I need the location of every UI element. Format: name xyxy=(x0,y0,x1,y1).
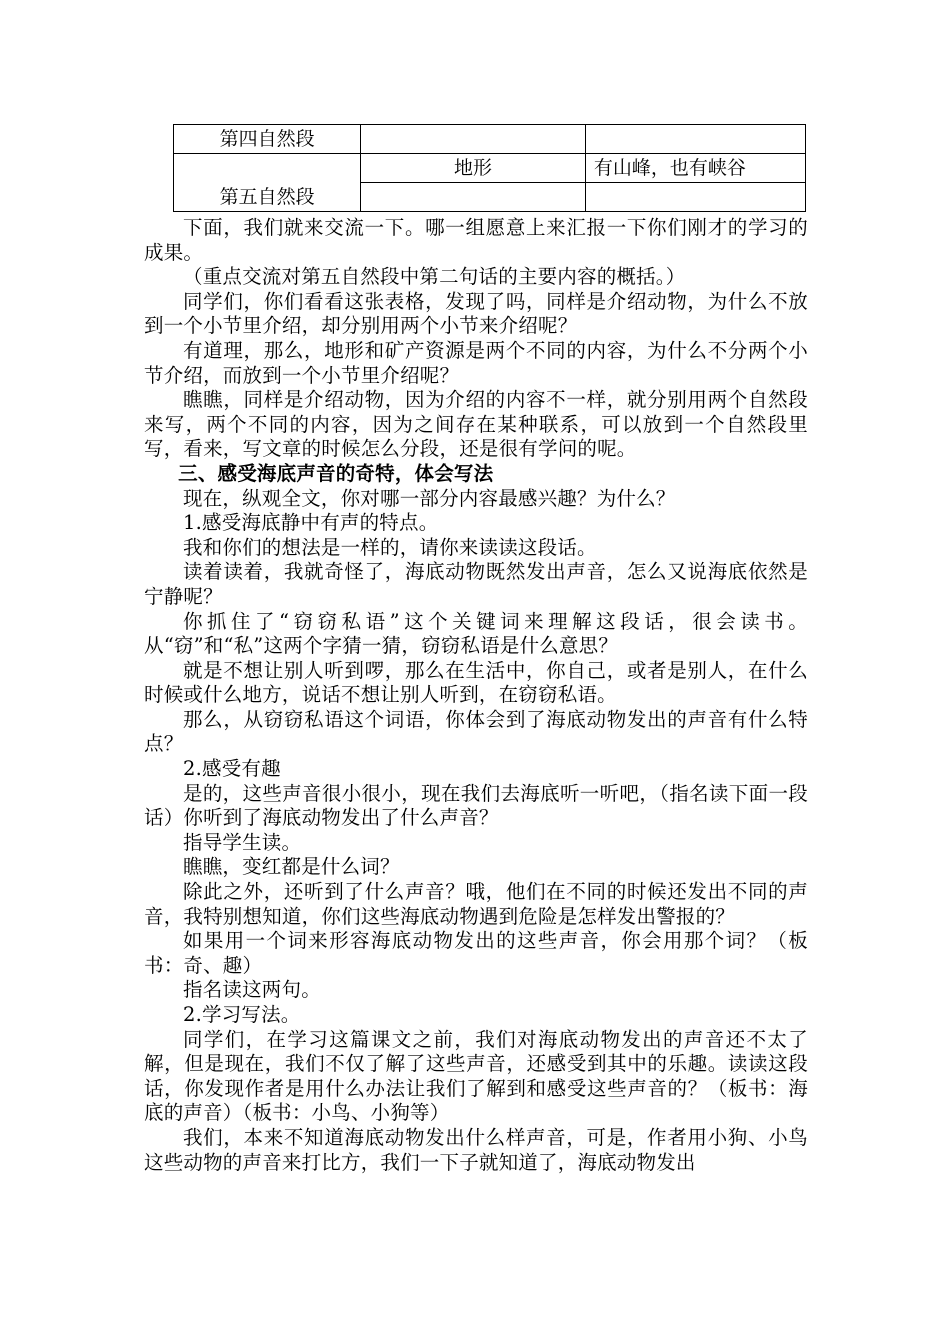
table-cell: 地形 xyxy=(361,154,586,183)
paragraph: 我们，本来不知道海底动物发出什么样声音，可是，作者用小狗、小鸟这些动物的声音来打比方，我们一下子就知道了，海底动物发出 xyxy=(144,1125,808,1174)
paragraph: （重点交流对第五自然段中第二句话的主要内容的概括。） xyxy=(183,265,686,289)
table-cell xyxy=(585,183,805,212)
paragraph: 指名读这两句。 xyxy=(183,978,321,1002)
paragraph: 是的，这些声音很小很小，现在我们去海底听一听吧，（指名读下面一段话）你听到了海底动物发出了什么声音？ xyxy=(144,781,808,830)
paragraph: 你抓住了“窃窃私语”这个关键词来理解这段话，很会读书。从“窃”和“私”这两个字猜一猜，窃窃私语是什么意思？ xyxy=(144,609,808,658)
summary-table xyxy=(173,124,806,212)
table-row xyxy=(174,154,806,183)
paragraph: 如果用一个词来形容海底动物发出的这些声音，你会用那个词？（板书：奇、趣） xyxy=(144,929,808,977)
table-cell: 第四自然段 xyxy=(174,125,361,154)
paragraph: 现在，纵观全文，你对哪一部分内容最感兴趣？为什么？ xyxy=(183,486,676,510)
table-cell: 有山峰，也有峡谷 xyxy=(585,154,805,183)
table-cell xyxy=(585,125,805,154)
paragraph: 下面，我们就来交流一下。哪一组愿意上来汇报一下你们刚才的学习的成果。 xyxy=(144,216,808,264)
paragraph: 那么，从窃窃私语这个词语，你体会到了海底动物发出的声音有什么特点？ xyxy=(144,707,808,756)
paragraph: 读着读着，我就奇怪了，海底动物既然发出声音，怎么又说海底依然是宁静呢？ xyxy=(144,560,808,608)
section-heading: 三、感受海底声音的奇特，体会写法 xyxy=(178,461,494,485)
subheading: 2.感受有趣 xyxy=(183,757,281,781)
paragraph: 有道理，那么，地形和矿产资源是两个不同的内容，为什么不分两个小节介绍，而放到一个小节里介绍呢？ xyxy=(144,338,808,387)
paragraph: 就是不想让别人听到啰，那么在生活中，你自己，或者是别人，在什么时候或什么地方，说话不想让别人听到，在窃窃私语。 xyxy=(144,658,808,707)
paragraph: 同学们，在学习这篇课文之前，我们对海底动物发出的声音还不太了解，但是现在，我们不仅了解了这些声音，还感受到其中的乐趣。读读这段话，你发现作者是用什么办法让我们了解到和感受这些声音的？（板书：海底的声音）（板书：小鸟、小狗等） xyxy=(144,1027,808,1125)
table-row xyxy=(174,125,806,154)
paragraph: 瞧瞧，变红都是什么词？ xyxy=(183,855,400,879)
paragraph: 除此之外，还听到了什么声音？哦，他们在不同的时候还发出不同的声音，我特别想知道，你们这些海底动物遇到危险是怎样发出警报的？ xyxy=(144,880,808,928)
paragraph: 指导学生读。 xyxy=(183,830,302,854)
paragraph: 瞧瞧，同样是介绍动物，因为介绍的内容不一样，就分别用两个自然段来写，两个不同的内容，因为之间存在某种联系，可以放到一个自然段里写，看来，写文章的时候怎么分段，还是很有学问的呢。 xyxy=(144,388,808,461)
table-cell xyxy=(361,183,586,212)
paragraph: 同学们，你们看看这张表格，发现了吗，同样是介绍动物，为什么不放到一个小节里介绍，却分别用两个小节来介绍呢？ xyxy=(144,289,808,338)
subheading: 2.学习写法。 xyxy=(183,1003,301,1026)
paragraph: 我和你们的想法是一样的，请你来读读这段话。 xyxy=(183,535,597,559)
table-cell: 第五自然段 xyxy=(174,154,361,212)
body-text xyxy=(144,216,808,1175)
table-cell xyxy=(361,125,586,154)
subheading: 1.感受海底静中有声的特点。 xyxy=(183,511,439,535)
